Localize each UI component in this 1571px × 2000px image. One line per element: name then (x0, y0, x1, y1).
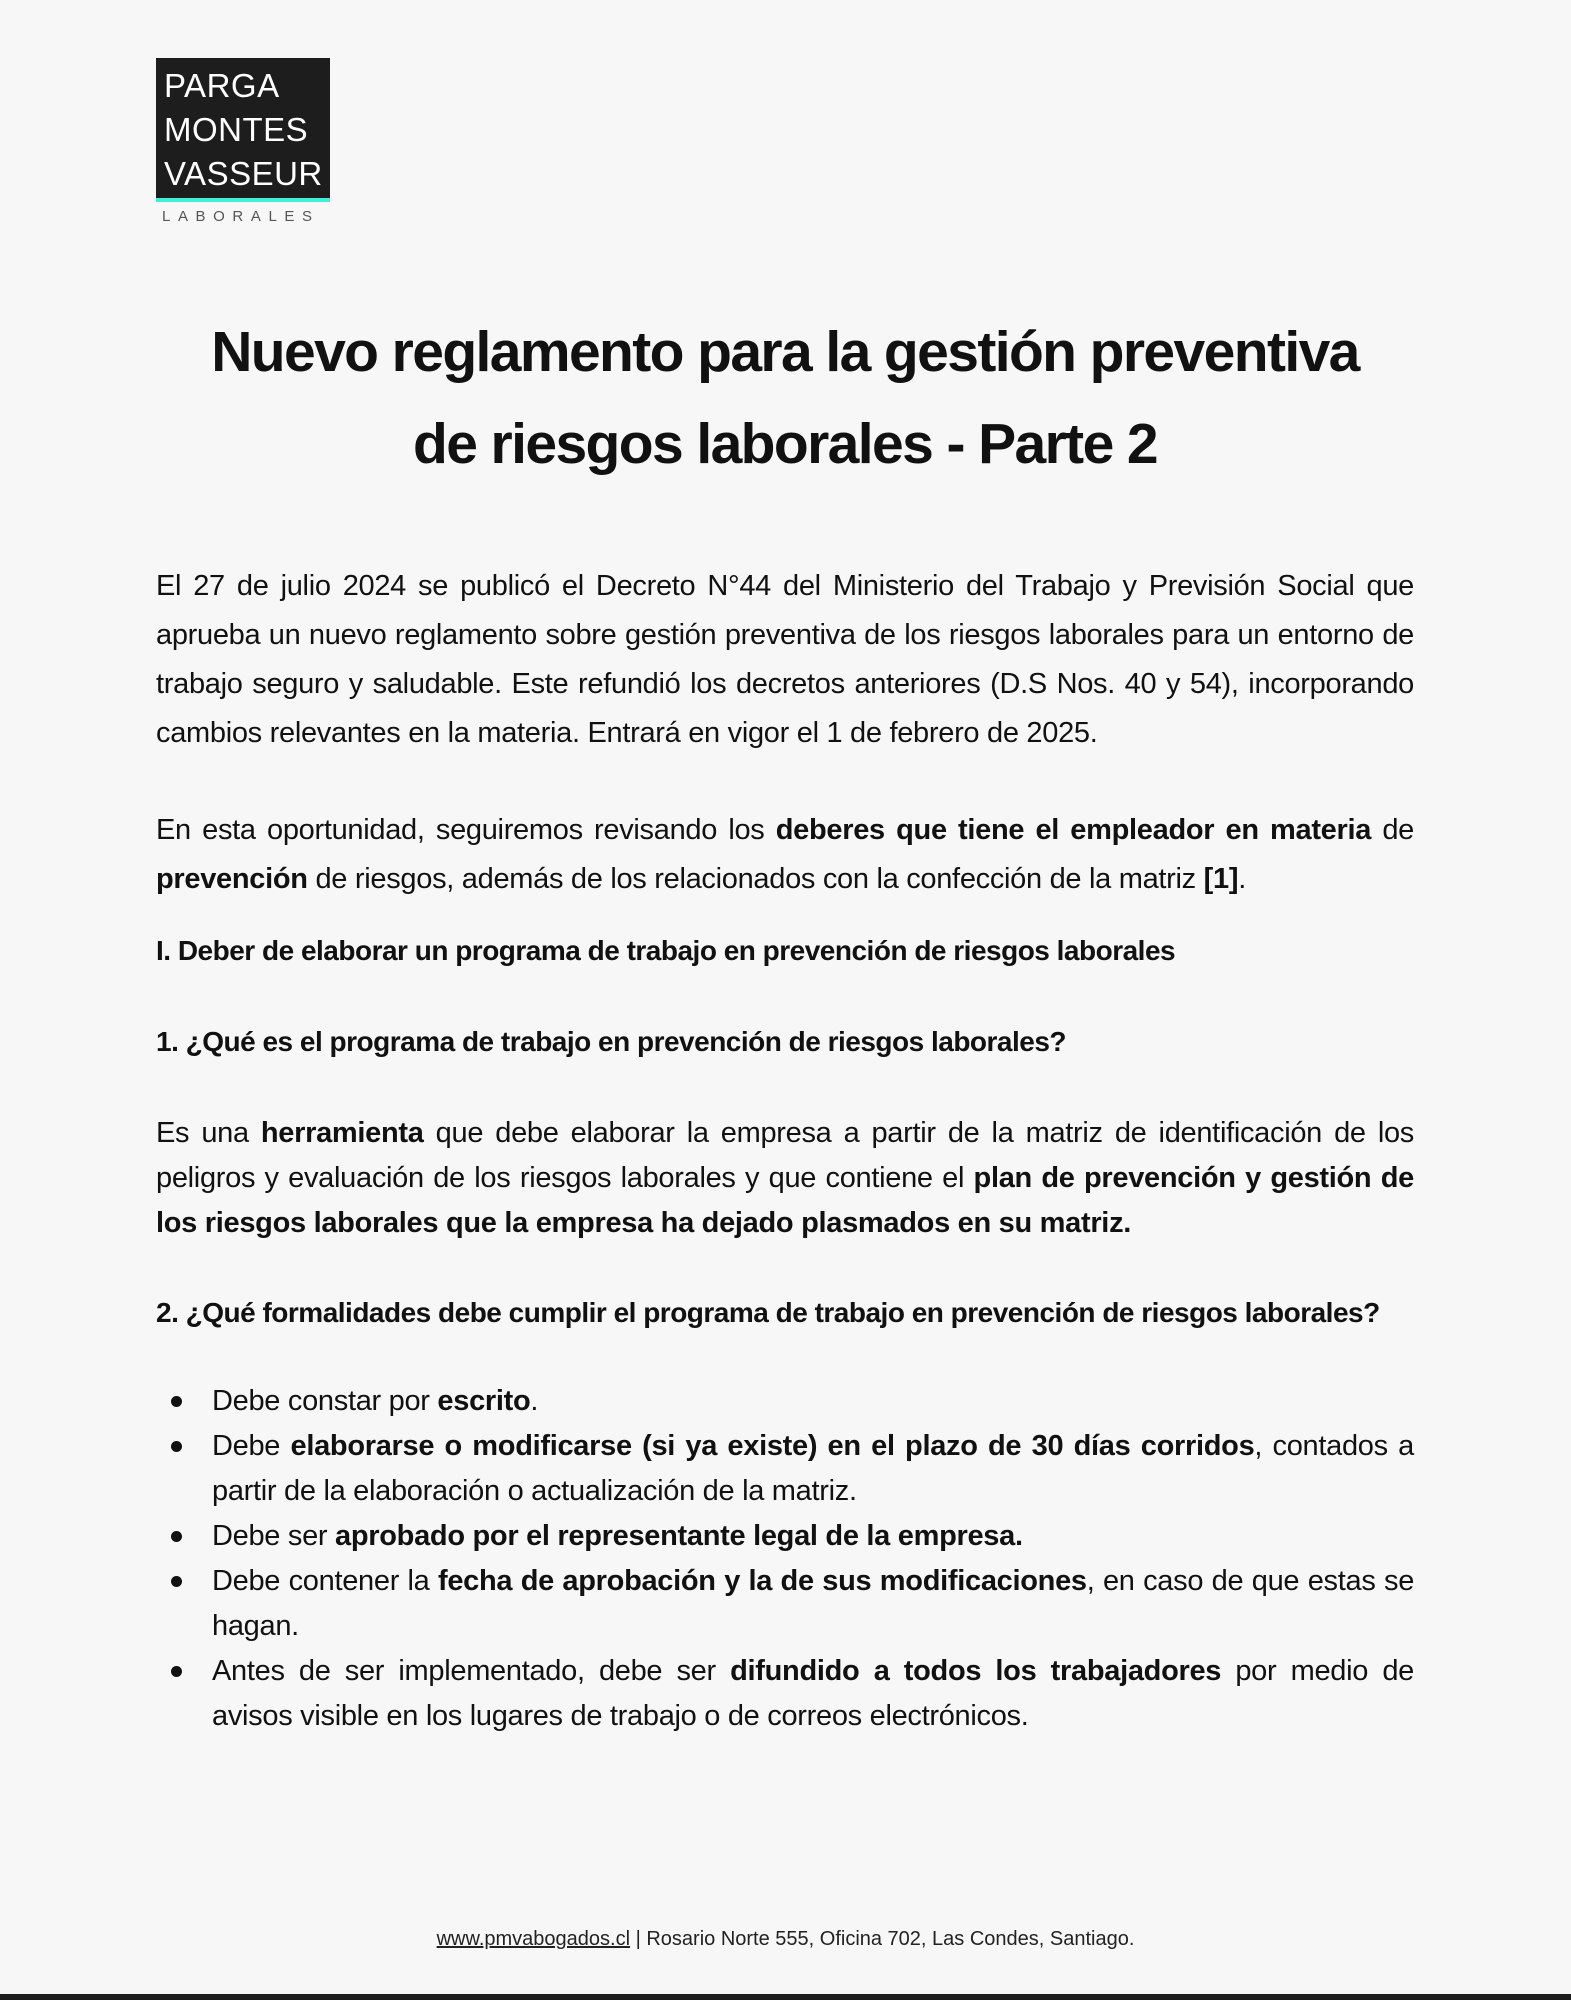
text: que debe elaborar la empresa a partir de la matriz de identificación de los peligros y evaluación de los riesgos laborales y que contiene el (156, 1117, 1414, 1194)
bold-text: difundido a todos los trabajadores (730, 1655, 1222, 1687)
logo-box (156, 58, 330, 202)
page-title (156, 306, 1414, 490)
title-line-1: Nuevo reglamento para la gestión preventiva (205, 320, 1365, 384)
section-heading: I. Deber de elaborar un programa de trabajo en prevención de riesgos laborales (156, 935, 1176, 966)
bottom-divider (0, 1994, 1571, 2000)
bold-text: escrito (437, 1385, 531, 1417)
text: Es una (156, 1117, 261, 1149)
intro-paragraph-2 (156, 806, 1414, 904)
text: , contados a partir de la elaboración o actualización de la matriz. (212, 1430, 1414, 1507)
bold-text: plan de prevención y gestión de los riesgos laborales que la empresa ha dejado plasmados en su matriz. (156, 1162, 1414, 1239)
page-footer (0, 1928, 1571, 1951)
question-1: 1. ¿Qué es el programa de trabajo en prevención de riesgos laborales? (156, 1026, 1067, 1057)
text: , en caso de que estas se hagan. (212, 1565, 1415, 1642)
text: Debe constar por (212, 1385, 438, 1417)
bold-text: deberes que tiene el empleador en materia (775, 814, 1372, 846)
question-2: 2. ¿Qué formalidades debe cumplir el programa de trabajo en prevención de riesgos laborales? (156, 1297, 1380, 1328)
logo-line-1: PARGA (164, 67, 280, 104)
text: de (1371, 814, 1414, 846)
intro-paragraph-1: El 27 de julio 2024 se publicó el Decreto N°44 del Ministerio del Trabajo y Previsión Social que aprueba un nuevo reglamento sobre gestión preventiva de los riesgos laborales para un entorno de trabajo seguro y saludable. Este refundió los decretos anteriores (D.S Nos. 40 y 54), incorporando cambios relevantes en la materia. Entrará en vigor el 1 de febrero de 2025. (156, 570, 1414, 749)
list-item (212, 1649, 1414, 1739)
text: En esta oportunidad, seguiremos revisando los (156, 814, 776, 846)
formalities-list (156, 1379, 1414, 1739)
list-item (212, 1559, 1414, 1649)
text: . (530, 1385, 539, 1417)
article-body (156, 562, 1414, 1739)
company-logo (156, 58, 330, 225)
text: Debe contener la (212, 1565, 438, 1597)
text: Antes de ser implementado, debe ser (212, 1655, 731, 1687)
bold-text: elaborarse o modificarse (si ya existe) en el plazo de 30 días corridos (290, 1430, 1255, 1462)
list-item (212, 1424, 1414, 1514)
text: Debe (212, 1430, 291, 1462)
text: de riesgos, además de los relacionados con la confección de la matriz (307, 863, 1204, 895)
answer-1 (156, 1111, 1414, 1246)
logo-subtitle: LABORALES (162, 208, 320, 225)
bold-text: aprobado por el representante legal de la empresa. (335, 1520, 1023, 1552)
bold-text: herramienta (260, 1117, 424, 1149)
list-item (212, 1379, 1414, 1424)
office-address: | Rosario Norte 555, Oficina 702, Las Condes, Santiago. (630, 1928, 1135, 1950)
bold-text: fecha de aprobación y la de sus modificaciones (437, 1565, 1087, 1597)
list-item (212, 1514, 1414, 1559)
text: por medio de avisos visible en los lugares de trabajo o de correos electrónicos. (212, 1655, 1414, 1732)
bold-text: prevención (156, 863, 308, 895)
text: Debe ser (212, 1520, 336, 1552)
footnote-ref[interactable]: [1] (1203, 863, 1239, 895)
website-link[interactable]: www.pmvabogados.cl (436, 1928, 631, 1950)
logo-line-3: VASSEUR (164, 155, 323, 192)
title-line-2: de riesgos laborales - Parte 2 (407, 412, 1163, 476)
logo-line-2: MONTES (164, 111, 309, 148)
text: . (1238, 863, 1246, 895)
